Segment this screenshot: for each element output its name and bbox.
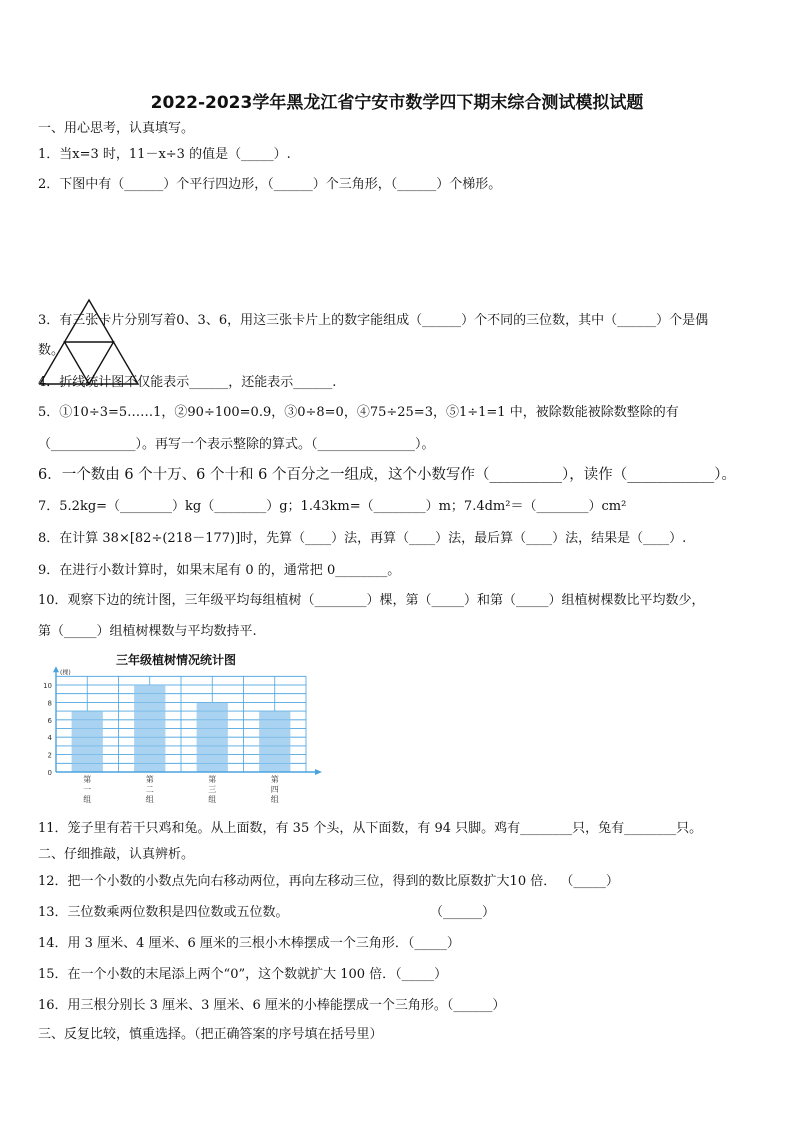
question-3: 3．有三张卡片分别写着0、3、6，用这三张卡片上的数字能组成（______）个不同的三位数，其中（______）个是偶: [38, 313, 709, 328]
section-2-heading: 二、仔细推敲，认真辨析。: [38, 847, 195, 862]
question-5-cont: （_____________）。再写一个表示整除的算式。（_______________）。: [38, 437, 435, 452]
chart-title: 三年级植树情况统计图: [116, 653, 237, 667]
question-9: 9．在进行小数计算时，如果末尾有 0 的，通常把 0________。: [38, 563, 401, 578]
question-7: 7．5.2kg=（________）kg（________）g；1.43km=（________）m；7.4dm²＝（________）cm²: [38, 499, 627, 514]
question-13: 13．三位数乘两位数积是四位数或五位数。: [38, 905, 289, 920]
question-10: 10．观察下边的统计图，三年级平均每组植树（________）棵，第（_____）和第（_____）组植树棵数比平均数少，: [38, 593, 705, 608]
category-label-1: 一: [83, 785, 92, 794]
section-3-heading: 三、反复比较，慎重选择。（把正确答案的序号填在括号里）: [38, 1027, 383, 1042]
category-label-4: 组: [270, 795, 279, 804]
category-label-2: 第: [145, 775, 154, 784]
question-8: 8．在计算 38×[82÷(218－177)]时，先算（____）法，再算（____）法，最后算（____）法，结果是（____）.: [38, 531, 687, 546]
question-14: 14．用 3 厘米、4 厘米、6 厘米的三根小木棒摆成一个三角形．（_____）: [38, 936, 460, 951]
bar-4: [259, 711, 290, 772]
section-1-heading: 一、用心思考，认真填写。: [38, 121, 195, 136]
question-11: 11．笼子里有若干只鸡和兔。从上面数，有 35 个头，从下面数，有 94 只脚。鸡有________只，兔有________只。: [38, 821, 703, 836]
category-label-3: 三: [208, 785, 217, 794]
question-12: 12．把一个小数的小数点先向右移动两位，再向左移动三位，得到的数比原数扩大10 倍． （_____）: [38, 874, 619, 889]
y-tick-label: 8: [47, 699, 52, 708]
question-4: 4．折线统计图不仅能表示______，还能表示______.: [38, 375, 337, 390]
category-label-3: 组: [208, 795, 217, 804]
category-label-2: 组: [145, 795, 154, 804]
y-tick-label: 10: [43, 682, 52, 690]
category-label-3: 第: [208, 775, 217, 784]
page-title: 2022-2023学年黑龙江省宁安市数学四下期末综合测试模拟试题: [150, 93, 644, 113]
question-2: 2．下图中有（______）个平行四边形，（______）个三角形，（______）个梯形。: [38, 177, 502, 192]
question-15: 15．在一个小数的末尾添上两个“0”，这个数就扩大 100 倍．（_____）: [38, 967, 448, 982]
y-tick-label: 2: [47, 751, 52, 760]
y-tick-label: 6: [47, 716, 52, 725]
question-10-cont: 第（_____）组植树棵数与平均数持平.: [38, 624, 257, 639]
category-label-4: 四: [270, 785, 279, 794]
y-axis-arrow: [53, 666, 59, 672]
category-label-1: 第: [83, 775, 92, 784]
category-label-2: 二: [145, 785, 154, 794]
question-13-answer-paren: （______）: [430, 905, 496, 920]
category-label-1: 组: [83, 795, 92, 804]
category-label-4: 第: [270, 775, 279, 784]
y-tick-label: 4: [47, 734, 52, 743]
question-5: 5．①10÷3=5……1，②90÷100=0.9，③0÷8=0，④75÷25=3，⑤1÷1=1 中，被除数能被除数整除的有: [38, 405, 679, 420]
y-tick-label: 0: [47, 769, 52, 777]
question-1: 1．当x=3 时，11－x÷3 的值是（_____）.: [38, 147, 291, 162]
question-16: 16．用三根分别长 3 厘米、3 厘米、6 厘米的小棒能摆成一个三角形。（______）: [38, 998, 506, 1013]
question-6: 6．一个数由 6 个十万、6 个十和 6 个百分之一组成，这个小数写作（__________），读作（____________）。: [38, 467, 736, 483]
x-axis-arrow: [315, 769, 322, 775]
bar-chart: [38, 664, 328, 809]
bar-1: [72, 711, 103, 772]
y-axis-unit-label: (棵): [60, 669, 71, 677]
question-3-cont: 数。: [38, 343, 65, 358]
